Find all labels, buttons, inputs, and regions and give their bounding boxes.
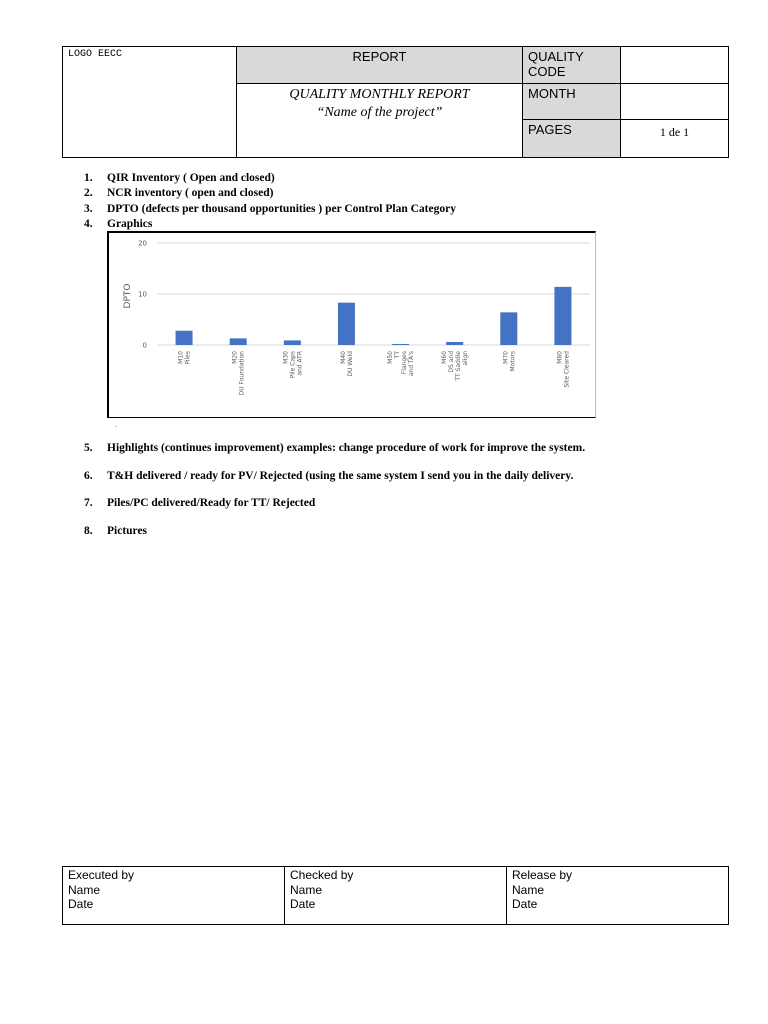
bar (176, 331, 193, 345)
report-header-table (62, 46, 729, 158)
list-item-number: 4. (84, 218, 93, 230)
category-label-line: and ATR (296, 351, 304, 376)
category-label-line: M40 (339, 351, 347, 364)
bar (230, 338, 247, 345)
report-title (237, 84, 523, 158)
list-item-text: DPTO (defects per thousand opportunities ) per Control Plan Category (107, 203, 456, 215)
bar (446, 342, 463, 345)
list-item (84, 441, 585, 456)
category-label-line: and TA's (408, 351, 416, 377)
signature-table (62, 866, 729, 925)
list-item (84, 496, 315, 511)
quality-code-value (621, 47, 729, 84)
executed-by-cell (63, 867, 285, 925)
release-by-cell (507, 867, 729, 925)
list-item (84, 469, 573, 484)
category-label-line: TT Saddle (455, 351, 463, 381)
list-item-number: 3. (84, 203, 93, 215)
list-item (84, 217, 152, 232)
y-tick-label: 10 (138, 290, 147, 299)
category-label-line: M50 (387, 351, 395, 364)
logo-placeholder: LOGO EECC (63, 47, 237, 158)
bar (500, 312, 517, 345)
category-label (387, 351, 415, 377)
list-item-text: Highlights (continues improvement) examples: change procedure of work for improve the system. (107, 442, 586, 454)
list-item (84, 524, 147, 539)
report-label: REPORT (237, 47, 523, 84)
stray-mark: - (115, 424, 117, 430)
list-item-text: Graphics (107, 218, 153, 230)
list-item (84, 171, 275, 186)
category-label-line: M10 (177, 351, 185, 364)
list-item-text: Piles/PC delivered/Ready for TT/ Rejected (107, 497, 316, 509)
list-item (84, 186, 273, 201)
category-label-line: TT (394, 351, 402, 359)
list-item-number: 8. (84, 525, 93, 537)
pages-value: 1 de 1 (621, 120, 729, 158)
list-item-number: 2. (84, 187, 93, 199)
category-label-line: Motors (509, 351, 517, 372)
month-value (621, 84, 729, 120)
release-by-name: Name (512, 882, 545, 897)
category-label-line: Flanges (401, 351, 409, 375)
checked-by-name: Name (290, 882, 323, 897)
category-label-line: DU Weld (346, 351, 354, 377)
y-tick-label: 0 (142, 341, 147, 350)
bar (284, 340, 301, 345)
list-item-number: 1. (84, 172, 93, 184)
category-label (502, 351, 516, 372)
category-label-line: Pile Caps (289, 351, 297, 379)
project-name: “Name of the project” (316, 105, 443, 120)
dpto-chart (107, 231, 596, 418)
list-item-text: QIR Inventory ( Open and closed) (107, 172, 275, 184)
month-label: MONTH (523, 84, 621, 120)
checked-by-cell (285, 867, 507, 925)
category-label-line: Piles (184, 351, 192, 365)
category-label-line: M60 (441, 351, 449, 364)
category-label-line: M70 (502, 351, 510, 364)
y-axis-label: DPTO (123, 283, 133, 309)
list-item-number: 6. (84, 470, 93, 482)
list-item (84, 202, 456, 217)
quality-code-label: QUALITY CODE (523, 47, 621, 84)
pages-label: PAGES (523, 120, 621, 158)
category-label-line: DU Foundation (238, 351, 246, 396)
executed-by-label: Executed by (68, 868, 135, 882)
category-label-line: align (462, 351, 470, 366)
list-item-number: 5. (84, 442, 93, 454)
report-title-line1: QUALITY MONTHLY REPORT (289, 87, 470, 102)
category-label-line: M20 (231, 351, 239, 364)
category-label (232, 351, 246, 396)
checked-by-label: Checked by (290, 868, 354, 882)
checked-by-date: Date (290, 897, 316, 911)
category-label (441, 351, 469, 382)
dpto-bar-chart (109, 233, 596, 418)
executed-by-date: Date (68, 897, 94, 911)
category-label (178, 351, 192, 365)
bar (392, 344, 409, 345)
bar (554, 287, 571, 345)
executed-by-name: Name (68, 882, 101, 897)
category-label-line: DS and (448, 351, 456, 373)
release-by-label: Release by (512, 868, 573, 882)
list-item-text: T&H delivered / ready for PV/ Rejected (using the same system I send you in the daily delivery. (107, 470, 574, 482)
release-by-date: Date (512, 897, 538, 911)
y-tick-label: 20 (138, 239, 147, 248)
category-label (340, 351, 354, 377)
list-item-number: 7. (84, 497, 93, 509)
category-label-line: M80 (556, 351, 564, 364)
bar (338, 303, 355, 345)
category-label (556, 351, 570, 388)
category-label (282, 351, 303, 378)
category-label-line: Site Cleared (563, 351, 571, 388)
list-item-text: NCR inventory ( open and closed) (107, 187, 274, 199)
category-label-line: M30 (282, 351, 290, 364)
list-item-text: Pictures (107, 525, 148, 537)
